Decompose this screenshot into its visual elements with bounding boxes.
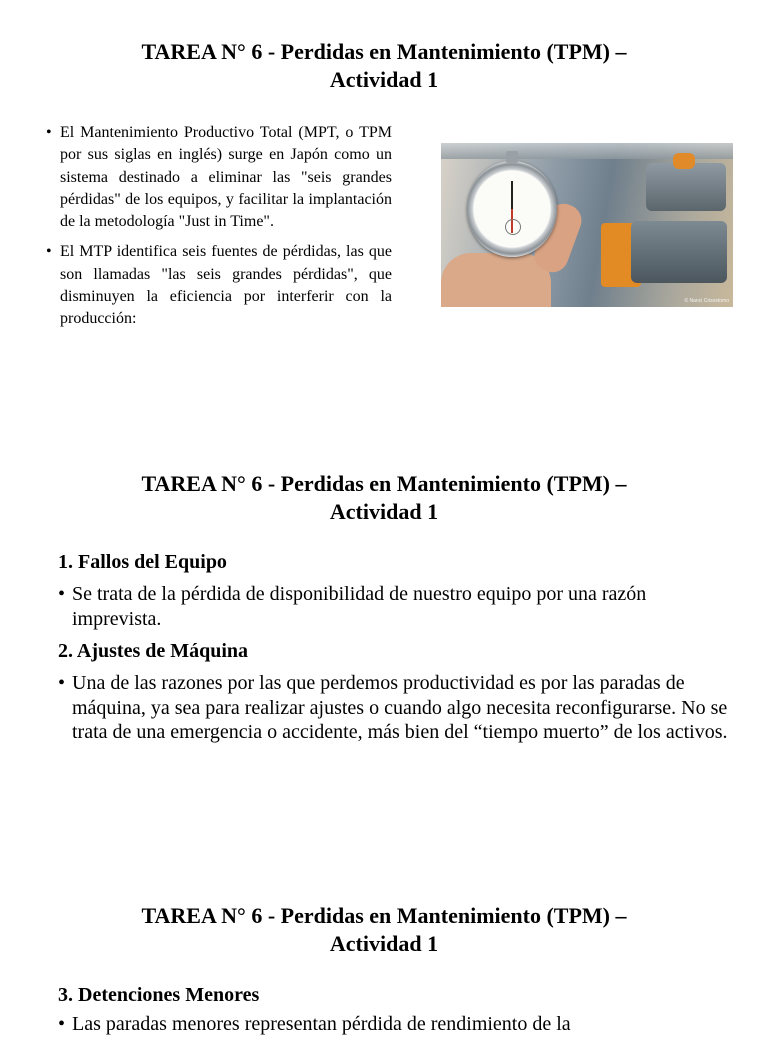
slide-3-title-line1: TAREA N° 6 - Perdidas en Mantenimiento (TPM) – — [141, 903, 627, 928]
section-1-bullet-list — [58, 582, 728, 631]
section-heading-2: 2. Ajustes de Máquina — [58, 640, 249, 662]
section-2-bullet: • Una de las razones por las que perdemos productividad es por las paradas de máquina, ya sea para realizar ajustes o cuando algo necesita reconfigurarse. No se trata de una emergencia o accidente, más bien del “tiempo muerto” de los activos. — [58, 671, 728, 745]
section-3-bullet: • Las paradas menores representan pérdida de rendimiento de la — [58, 1012, 728, 1037]
motor-shape — [673, 153, 695, 169]
slide-1-title-line2: Actividad 1 — [329, 67, 439, 92]
slide-2-title — [0, 470, 768, 526]
stopwatch-machinery-photo — [441, 143, 733, 307]
motor-shape — [646, 163, 726, 211]
stopwatch-icon — [467, 161, 557, 257]
slide-1-bullet-1: • El Mantenimiento Productivo Total (MPT, o TPM por sus siglas en inglés) surge en Japón como un sistema destinado a eliminar las "seis grandes pérdidas" de los equipos, y facilitar la implantación de la metodología "Just in Time". — [46, 122, 392, 233]
image-credit: © Nanci Crisostomo — [684, 298, 729, 304]
section-3-bullet-list — [58, 1012, 728, 1037]
slide-3-title — [0, 902, 768, 958]
slide-1-title-line1: TAREA N° 6 - Perdidas en Mantenimiento (TPM) – — [141, 39, 627, 64]
slide-2-title-line1: TAREA N° 6 - Perdidas en Mantenimiento (TPM) – — [141, 471, 627, 496]
section-2-bullet-list — [58, 671, 728, 745]
stopwatch-hand — [511, 181, 513, 211]
section-heading-1: 1. Fallos del Equipo — [58, 551, 227, 573]
motor-shape — [631, 221, 727, 283]
slide-1-title — [0, 38, 768, 94]
slide-1-bullet-2: • El MTP identifica seis fuentes de pérdidas, las que son llamadas "las seis grandes pérdidas", que disminuyen la eficiencia por interferir con la producción: — [46, 241, 392, 330]
stopwatch-dial — [505, 219, 521, 235]
slide-2-title-line2: Actividad 1 — [329, 499, 439, 524]
slide-1-bullet-list — [46, 122, 392, 339]
section-1-bullet: • Se trata de la pérdida de disponibilidad de nuestro equipo por una razón imprevista. — [58, 582, 728, 631]
slide-3-title-line2: Actividad 1 — [329, 931, 439, 956]
section-heading-3: 3. Detenciones Menores — [58, 984, 260, 1006]
stopwatch-crown — [506, 151, 518, 163]
